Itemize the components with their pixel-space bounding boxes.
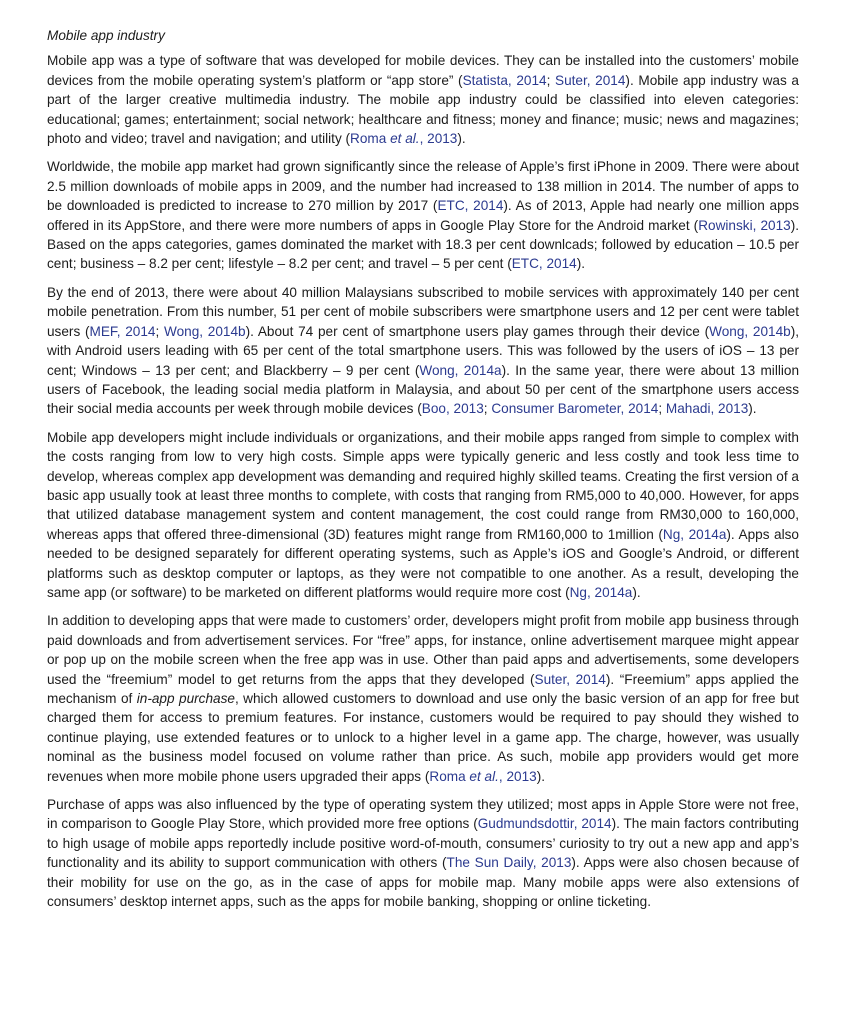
section-title: Mobile app industry <box>47 28 165 43</box>
citation-link[interactable]: Wong, 2014a <box>419 362 502 378</box>
citation-link[interactable]: Wong, 2014b <box>709 323 791 339</box>
text-run: ). As of 2013, Apple had nearly one million apps offered in its AppStore, and there were more numbers of apps in Google Play Store for the Android market ( <box>47 198 799 233</box>
citation-link[interactable]: Roma <box>429 768 470 784</box>
citation-link[interactable]: , 2013 <box>498 768 537 784</box>
body-text <box>47 51 799 911</box>
citation-link[interactable]: Suter, 2014 <box>555 72 626 88</box>
citation-link[interactable]: Boo, 2013 <box>421 401 484 417</box>
paragraph-3 <box>47 283 799 419</box>
citation-link[interactable]: ETC, 2014 <box>511 256 577 272</box>
text-run: Purchase of apps was also influenced by the type of operating system they utilized; most apps in Apple Store were not free, in comparison to Google Play Store, which provided more free options ( <box>47 797 799 832</box>
text-run: ). About 74 per cent of smartphone users play games through their device ( <box>245 323 710 339</box>
text-run: Worldwide, the mobile app market had grown significantly since the release of Apple’s first iPhone in 2009. There were about 2.5 million downloads of mobile apps in 2009, and the number had increased to 138 million in 2014. The number of apps to be downloaded is predicted to increase to 270 million by 2017 ( <box>47 159 799 214</box>
text-run: ). Apps also needed to be designed separately for different operating systems, such as Apple’s iOS and Google’s Android, or different platforms such as desktop computer or laptops, as they were not compatible to one another. As a result, developing the same app (or software) to be marketed on different platforms would require more cost ( <box>47 526 799 600</box>
citation-link[interactable]: Roma <box>350 131 391 147</box>
text-run: ; <box>546 72 556 88</box>
text-run: ). <box>748 401 757 417</box>
text-run: ), with Android users leading with 65 per cent of the total smartphone users. This was followed by the users of iOS – 13 per cent; Windows – 13 per cent; and Blackberry – 9 per cent ( <box>47 323 800 378</box>
text-run: Mobile app developers might include individuals or organizations, and their mobile apps ranged from simple to complex with the costs ranging from low to very high costs. Simple apps were typically generic and less costly and took less time to develop, whereas complex app development was demanding and required highly skilled teams. Creating the first version of a basic app usually took at least three months to complete, with costs that ranging from RM5,000 to 40,000. However, for apps that utilized database management system and content management, the cost could range from RM30,000 to 160,000, whereas apps that offered three-dimensional (3D) features might range from RM160,000 to 1million ( <box>47 429 799 542</box>
citation-link[interactable]: Ng, 2014a <box>569 584 633 600</box>
citation-link[interactable]: Rowinski, 2013 <box>698 217 791 233</box>
text-run: By the end of 2013, there were about 40 million Malaysians subscribed to mobile services with approximately 140 per cent mobile penetration. From this number, 51 per cent of mobile subscribers were smartphone users and 12 per cent were tablet users ( <box>47 284 799 339</box>
citation-link[interactable]: MEF, 2014 <box>89 323 156 339</box>
text-run: ). <box>576 256 586 272</box>
text-run: ). <box>457 131 466 147</box>
text-run: ). Based on the apps categories, games dominated the market with 18.3 per cent downlcads; followed by education – 10.5 per cent; business – 8.2 per cent; lifestyle – 8.2 per cent; and travel – 5 per cent ( <box>47 217 799 272</box>
text-run: ). In the same year, there were about 13 million users of Facebook, the leading social media platform in Malaysia, and about 50 per cent of the smartphone users access their social media accounts per week through mobile devices ( <box>47 362 799 417</box>
citation-link[interactable]: Ng, 2014a <box>662 526 727 542</box>
citation-link[interactable]: , 2013 <box>419 131 458 147</box>
text-run: ). <box>536 768 546 784</box>
paragraph-6 <box>47 795 799 911</box>
paragraph-1 <box>47 51 799 148</box>
citation-link[interactable]: et al. <box>469 768 499 784</box>
text-run: ; <box>483 401 492 417</box>
text-run: ). Apps were also chosen because of their mobility for use on the go, as in the case of apps for mobile map. Many mobile apps were also extensions of consumers’ desktop internet apps, such as the apps for mobile banking, shopping or online ticketing. <box>47 855 799 910</box>
text-run: ). Mobile app industry was a part of the larger creative multimedia industry. The mobile app industry could be classified into eleven categories: educational; games; entertainment; social network; healthcare and fitness; money and finance; music; news and magazines; photo and video; travel and navigation; and utility ( <box>47 72 799 147</box>
paragraph-2 <box>47 157 799 273</box>
text-run: ). The main factors contributing to high usage of mobile apps reportedly include positive word-of-mouth, consumers’ curiosity to try out a new app and app’s functionality and its ability to support communication with others ( <box>47 816 799 871</box>
document-page <box>47 26 799 920</box>
citation-link[interactable]: The Sun Daily, 2013 <box>446 855 572 871</box>
italic-text: in-app purchase <box>136 691 235 706</box>
citation-link[interactable]: Gudmundsdottir, 2014 <box>477 816 612 832</box>
text-run: ; <box>658 401 666 417</box>
text-run: In addition to developing apps that were made to customers’ order, developers might profit from mobile app business through paid downloads and from advertisement services. For “free” apps, for instance, online advertisement marquee might appear or pop up on the mobile screen when the free app was in use. Other than paid apps and advertisements, some developers used the “freemium” model to get returns from the apps that they developed ( <box>47 613 799 687</box>
citation-link[interactable]: Suter, 2014 <box>534 671 606 687</box>
text-run: Mobile app was a type of software that was developed for mobile devices. They can be installed into the customers’ mobile devices from the mobile operating system’s platform or “app store” ( <box>47 53 799 88</box>
paragraph-5 <box>47 611 799 786</box>
text-run: , which allowed customers to download and use only the basic version of an app for free but charged them for access to premium features. For instance, customers would be required to pay should they wished to continue playing, use extended features or to unlock to a higher level in a game app. The charge, however, was usually nominal as the business model focused on volume rather than price. As such, mobile app providers would get more revenues when more mobile phone users upgraded their apps ( <box>47 691 799 784</box>
text-run: ; <box>155 323 164 339</box>
citation-link[interactable]: Statista, 2014 <box>462 72 547 88</box>
text-run: ). <box>632 584 641 600</box>
citation-link[interactable]: et al. <box>390 131 420 147</box>
citation-link[interactable]: Mahadi, 2013 <box>665 401 749 417</box>
paragraph-4 <box>47 428 799 603</box>
citation-link[interactable]: ETC, 2014 <box>437 198 504 214</box>
citation-link[interactable]: Wong, 2014b <box>163 323 246 339</box>
text-run: ). “Freemium” apps applied the mechanism of <box>47 671 799 706</box>
citation-link[interactable]: Consumer Barometer, 2014 <box>491 401 659 417</box>
